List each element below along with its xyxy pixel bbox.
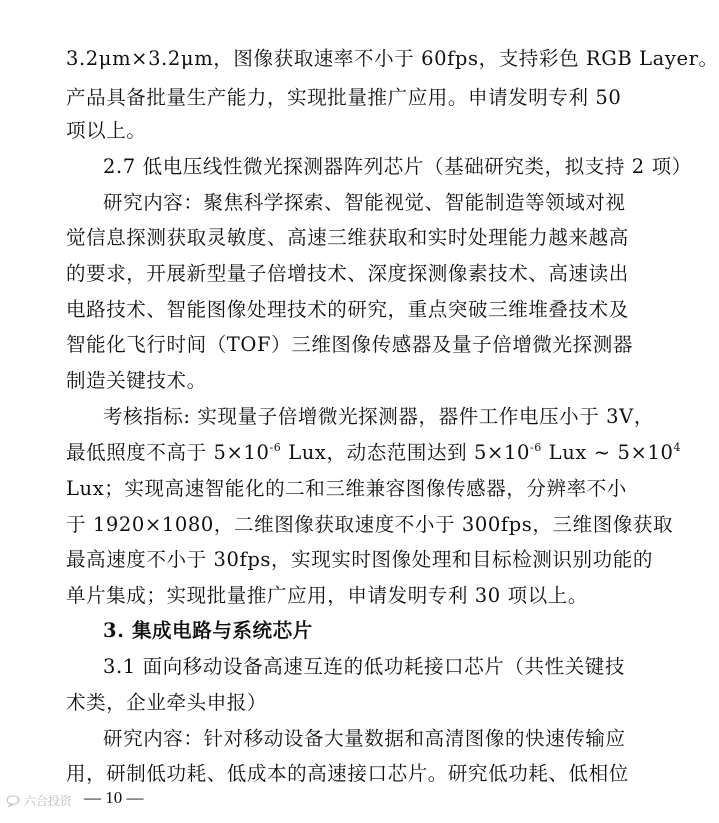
text-line: 的要求，开展新型量子倍增技术、深度探测像素技术、高速读出 (66, 262, 629, 285)
section-heading: 2.7 低电压线性微光探测器阵列芯片（基础研究类，拟支持 2 项） (103, 155, 692, 178)
text-line: 单片集成；实现批量推广应用，申请发明专利 30 项以上。 (66, 584, 589, 607)
text-line: 3.2μm×3.2μm，图像获取速率不小于 60fps，支持彩色 RGB Layer。 (66, 47, 719, 70)
text-line: 于 1920×1080，二维图像获取速度不小于 300fps，三维图像获取 (66, 513, 674, 536)
text-line: 最高速度不小于 30fps，实现实时图像处理和目标检测识别功能的 (66, 548, 653, 571)
text-line: 研究内容：聚焦科学探索、智能视觉、智能制造等领域对视 (103, 191, 626, 214)
text-line: Lux；实现高速智能化的二和三维兼容图像传感器，分辨率不小 (66, 477, 627, 500)
section-heading: 3.1 面向移动设备高速互连的低功耗接口芯片（共性关键技 (103, 655, 626, 678)
section-heading: 3. 集成电路与系统芯片 (103, 619, 313, 642)
text-line: 制造关键技术。 (66, 369, 207, 392)
exponent: -6 (269, 441, 282, 454)
text-segment: Lux ~ 5×10 (541, 441, 674, 464)
text-line: 研究内容：针对移动设备大量数据和高清图像的快速传输应 (103, 727, 626, 750)
text-line: 用，研制低功耗、低成本的高速接口芯片。研究低功耗、低相位 (66, 762, 629, 785)
text-segment: Lux，动态范围达到 5×10 (281, 441, 530, 464)
exponent: -6 (529, 441, 542, 454)
text-line: 觉信息探测获取灵敏度、高速三维获取和实时处理能力越来越高 (66, 226, 629, 249)
text-line: 产品具备批量生产能力，实现批量推广应用。申请发明专利 50 (66, 86, 622, 109)
text-line (66, 441, 681, 465)
text-line: 电路技术、智能图像处理技术的研究，重点突破三维堆叠技术及 (66, 298, 629, 321)
text-line: 考核指标: 实现量子倍增微光探测器，器件工作电压小于 3V， (103, 405, 654, 428)
page-number: — 10 — (84, 788, 144, 807)
watermark-text: 六合投资 (23, 794, 72, 808)
watermark (6, 792, 72, 809)
text-line: 智能化飞行时间（TOF）三维图像传感器及量子倍增微光探测器 (66, 333, 633, 356)
exponent: 4 (673, 441, 682, 454)
text-line: 术类，企业牵头申报） (66, 691, 268, 714)
chat-bubble-icon (6, 795, 20, 807)
text-segment: 最低照度不高于 5×10 (66, 441, 270, 464)
text-line: 项以上。 (66, 119, 147, 142)
